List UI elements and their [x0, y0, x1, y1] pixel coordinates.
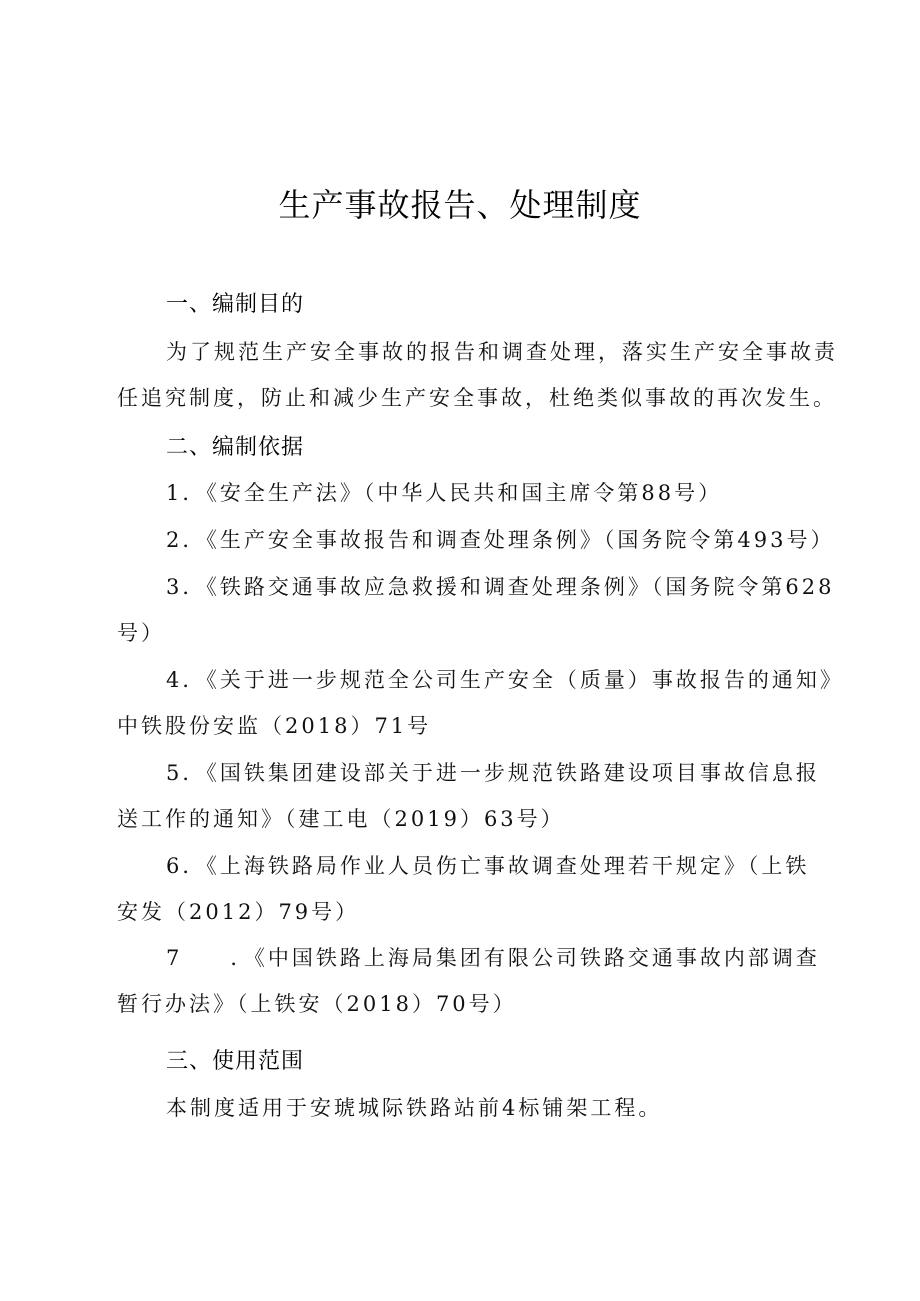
basis-item-6: 6．《上海铁路局作业人员伤亡事故调查处理若干规定》（上铁 [166, 854, 810, 878]
paragraph-line: 任追究制度，防止和减少生产安全事故，杜绝类似事故的再次发生。 [117, 386, 837, 410]
basis-item-6-continued: 安发（2012）79号） [117, 900, 360, 924]
basis-item-3-continued: 号） [117, 621, 165, 645]
basis-item-5: 5．《国铁集团建设部关于进一步规范铁路建设项目事故信息报 [166, 761, 820, 785]
basis-item-7: 7 ．《中国铁路上海局集团有限公司铁路交通事故内部调查 [166, 946, 820, 970]
section-heading-purpose: 一、编制目的 [166, 292, 305, 317]
basis-item-2: 2．《生产安全事故报告和调查处理条例》（国务院令第493号） [166, 528, 835, 552]
basis-item-4: 4．《关于进一步规范全公司生产安全（质量）事故报告的通知》 [166, 668, 844, 692]
document-title: 生产事故报告、处理制度 [278, 186, 642, 224]
section-heading-basis: 二、编制依据 [166, 435, 305, 460]
basis-item-4-continued: 中铁股份安监（2018）71号 [117, 714, 432, 738]
basis-item-7-continued: 暂行办法》（上铁安（2018）70号） [117, 992, 517, 1016]
basis-item-5-continued: 送工作的通知》（建工电（2019）63号） [117, 807, 565, 831]
basis-item-3: 3．《铁路交通事故应急救援和调查处理条例》（国务院令第628 [166, 575, 835, 599]
section-heading-scope: 三、使用范围 [166, 1049, 305, 1074]
basis-item-1: 1．《安全生产法》（中华人民共和国主席令第88号） [166, 481, 723, 505]
paragraph-line: 为了规范生产安全事故的报告和调查处理，落实生产安全事故责 [166, 340, 838, 364]
paragraph-line: 本制度适用于安琥城际铁路站前4标铺架工程。 [166, 1096, 663, 1120]
